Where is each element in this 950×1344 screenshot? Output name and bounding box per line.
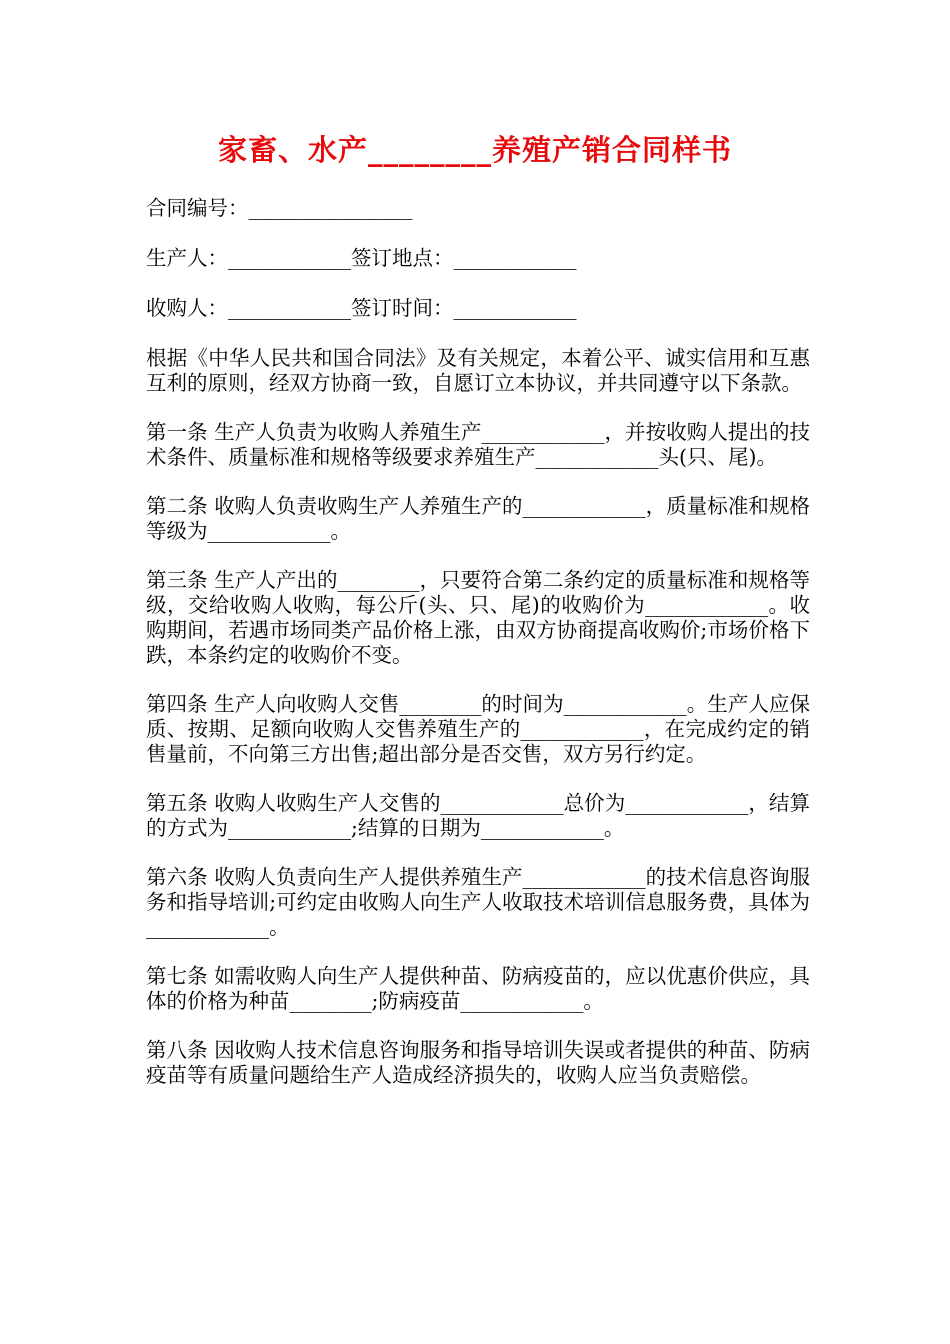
article-4: 第四条 生产人向收购人交售________的时间为____________。生产人应保质、按期、足额向收购人交售养殖生产的____________，在完成约定的销售量前，不向第三方出售;超出部分是否交售，双方另行约定。: [146, 692, 810, 766]
article-8: 第八条 因收购人技术信息咨询服务和指导培训失误或者提供的种苗、防病疫苗等有质量问题给生产人造成经济损失的，收购人应当负责赔偿。: [146, 1038, 810, 1087]
article-7: 第七条 如需收购人向生产人提供种苗、防病疫苗的，应以优惠价供应，具体的价格为种苗________;防病疫苗____________。: [146, 964, 810, 1013]
buyer-time-line: 收购人：____________签订时间：____________: [146, 296, 577, 320]
article-2: 第二条 收购人负责收购生产人养殖生产的____________，质量标准和规格等级为____________。: [146, 494, 810, 543]
contract-number-line: 合同编号：________________: [146, 196, 413, 220]
article-1: 第一条 生产人负责为收购人养殖生产____________，并按收购人提出的技术条件、质量标准和规格等级要求养殖生产____________头(只、尾)。: [146, 420, 810, 469]
article-5: 第五条 收购人收购生产人交售的____________总价为____________，结算的方式为____________;结算的日期为____________。: [146, 791, 810, 840]
article-3: 第三条 生产人产出的________，只要符合第二条约定的质量标准和规格等级，交给收购人收购，每公斤(头、只、尾)的收购价为____________。收购期间，若遇市场同类产品价格上涨，由双方协商提高收购价;市场价格下跌，本条约定的收购价不变。: [146, 568, 810, 667]
preamble-paragraph: 根据《中华人民共和国合同法》及有关规定，本着公平、诚实信用和互惠互利的原则，经双方协商一致，自愿订立本协议，并共同遵守以下条款。: [146, 346, 810, 395]
document-title: 家畜、水产________养殖产销合同样书: [217, 133, 732, 167]
article-6: 第六条 收购人负责向生产人提供养殖生产____________的技术信息咨询服务和指导培训;可约定由收购人向生产人收取技术培训信息服务费，具体为____________。: [146, 865, 810, 939]
producer-place-line: 生产人：____________签订地点：____________: [146, 246, 577, 270]
document-body: [146, 196, 810, 1112]
